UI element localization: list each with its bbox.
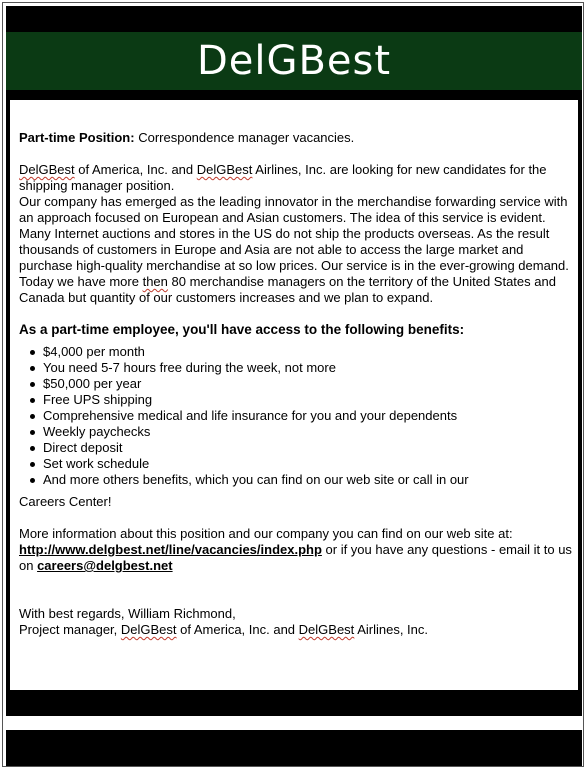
- benefits-heading: As a part-time employee, you'll have access to the following benefits:: [19, 322, 465, 337]
- footer-black-bar: [6, 730, 582, 766]
- list-item: $4,000 per month: [43, 344, 574, 360]
- benefits-list: [19, 344, 574, 488]
- left-border-bar: [6, 100, 10, 690]
- list-item: Comprehensive medical and life insurance for you and your dependents: [43, 408, 574, 424]
- brand-title: DelGBest: [196, 38, 392, 84]
- careers-center-text: Careers Center!: [19, 494, 112, 509]
- list-item: Free UPS shipping: [43, 392, 574, 408]
- list-item: You need 5-7 hours free during the week, not more: [43, 360, 574, 376]
- bottom-spacer: [6, 716, 582, 730]
- banner-bottom-bar: [6, 90, 582, 100]
- intro-text: of America, Inc. and: [74, 162, 197, 177]
- brand-banner: [6, 32, 582, 90]
- description-text: Our company has emerged as the leading innovator in the merchandise forwarding service with an approach focused on European and Asian customers. The idea of this service is evident. Many Internet auctions and stores in the US do not ship the products overseas. As the result thousands of customers in Europe and Asia are not able to access the large market and purchase high-quality merchandise at so low prices. Our service is in the ever-growing demand. Today we have more: [19, 194, 569, 289]
- company-description: [19, 194, 574, 306]
- email-frame: [2, 2, 584, 767]
- brand-name: DelGBest: [298, 622, 355, 637]
- signature-text: of America, Inc. and: [176, 622, 299, 637]
- brand-name: DelGBest: [120, 622, 177, 637]
- intro-paragraph: [19, 162, 574, 194]
- careers-email-link[interactable]: careers@delgbest.net: [37, 558, 173, 573]
- signature-line-2: [19, 622, 574, 638]
- list-item: And more others benefits, which you can find on our web site or call in our: [43, 472, 574, 488]
- signature-text: Project manager,: [19, 622, 121, 637]
- list-item: Set work schedule: [43, 456, 574, 472]
- email-body: [19, 130, 574, 638]
- more-info-text: or if you have any questions - email it to us on: [19, 542, 572, 573]
- position-label: Part-time Position:: [19, 130, 135, 145]
- position-line: [19, 130, 574, 146]
- more-info-text: More information about this position and our company you can find on our web site at:: [19, 526, 513, 541]
- list-item: Weekly paychecks: [43, 424, 574, 440]
- signature-line-1: With best regards, William Richmond,: [19, 606, 236, 621]
- description-text: 80 merchandise managers on the territory of the United States and Canada but quantity of our customers increases and we plan to expand.: [19, 274, 556, 305]
- brand-name: DelGBest: [196, 162, 253, 177]
- list-item: $50,000 per year: [43, 376, 574, 392]
- intro-text: Airlines, Inc. are looking for new candidates for the shipping manager position.: [19, 162, 547, 193]
- right-border-bar: [578, 100, 582, 690]
- bottom-black-bar: [6, 690, 582, 716]
- misspelled-word: then: [142, 274, 168, 289]
- list-item: Direct deposit: [43, 440, 574, 456]
- vacancies-link[interactable]: http://www.delgbest.net/line/vacancies/index.php: [19, 542, 322, 557]
- top-black-bar: [6, 6, 582, 32]
- more-info-paragraph: [19, 526, 574, 574]
- position-text: Correspondence manager vacancies.: [138, 130, 355, 145]
- brand-name: DelGBest: [19, 162, 75, 177]
- signature-text: Airlines, Inc.: [354, 622, 428, 637]
